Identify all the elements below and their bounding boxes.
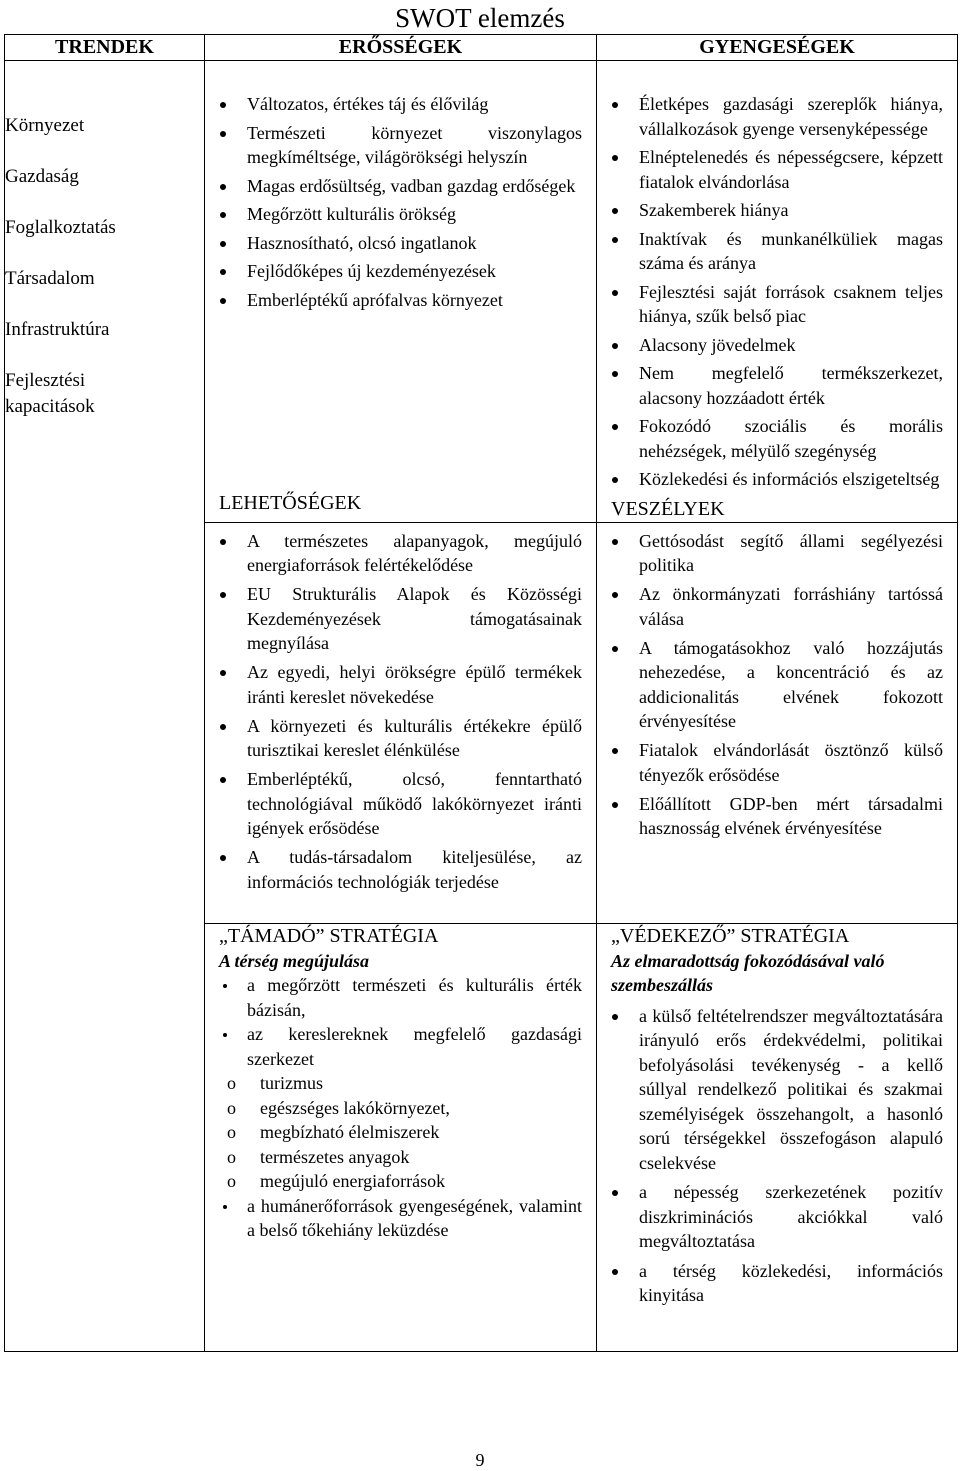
list-item: Emberléptékű, olcsó, fenntartható technológiával működő lakókörnyezet iránti igények erősödése — [205, 767, 596, 841]
list-item: Az önkormányzati forráshiány tartóssá válása — [597, 582, 957, 631]
list-item: Közlekedési és információs elszigeteltség — [597, 467, 957, 492]
document-title: SWOT elemzés — [395, 3, 565, 33]
list-item: a külső feltételrendszer megváltoztatására irányuló erős érdekvédelmi, politikai befolyásolási tevékenység - a kellő súllyal rendelkező politikai és szakmai személyiségek összehangolt, a hasonló sorú térségekkel összefogáson alapuló cselekvése — [597, 1004, 957, 1176]
list-item: EU Strukturális Alapok és Közösségi Kezdeményezések támogatásainak megnyílása — [205, 582, 596, 656]
defense-strategy-title: „VÉDEKEZŐ” STRATÉGIA — [611, 924, 850, 947]
trend-item: Fejlesztési kapacitások — [5, 370, 95, 417]
list-item: a népesség szerkezetének pozitív diszkriminációs akciókkal való megváltoztatása — [597, 1180, 957, 1254]
list-item: A támogatásokhoz való hozzájutás nehezedése, a koncentráció és az addicionalitás elvének fokozott érvényesítése — [597, 636, 957, 734]
list-item: o természetes anyagok — [205, 1145, 596, 1170]
list-item: Elnéptelenedés és népességcsere, képzett fiatalok elvándorlása — [597, 145, 957, 194]
threats-cell — [597, 522, 958, 923]
list-item: Hasznosítható, olcsó ingatlanok — [205, 231, 596, 256]
list-item: Fejlesztési saját források csaknem teljes hiánya, szűk belső piac — [597, 280, 957, 329]
opportunities-title: LEHETŐSÉGEK — [219, 492, 362, 514]
list-item: Természeti környezet viszonylagos megkíméltsége, világörökségi helyszín — [205, 121, 596, 170]
header-weaknesses: GYENGESÉGEK — [597, 35, 958, 61]
attack-strategy-list — [205, 973, 596, 1071]
list-item: Változatos, értékes táj és élővilág — [205, 92, 596, 117]
list-item: Megőrzött kulturális örökség — [205, 202, 596, 227]
weaknesses-cell — [597, 61, 958, 523]
list-item: Nem megfelelő termékszerkezet, alacsony hozzáadott érték — [597, 361, 957, 410]
list-item: o megbízható élelmiszerek — [205, 1120, 596, 1145]
list-item: az kereslereknek megfelelő gazdasági szerkezet — [205, 1022, 596, 1071]
strengths-cell — [205, 61, 597, 523]
defense-strategy-list — [597, 998, 957, 1308]
attack-strategy-title: „TÁMADÓ” STRATÉGIA — [219, 924, 439, 947]
list-item: A környezeti és kulturális értékekre épülő turisztikai kereslet élénkülése — [205, 714, 596, 763]
list-item: Gettósodást segítő állami segélyezési politika — [597, 529, 957, 578]
list-item: Magas erdősültség, vadban gazdag erdőségek — [205, 174, 596, 199]
list-item: Szakemberek hiánya — [597, 198, 957, 223]
list-item: Alacsony jövedelmek — [597, 333, 957, 358]
trend-item: Gazdaság — [5, 166, 79, 187]
list-item: Fejlődőképes új kezdeményezések — [205, 259, 596, 284]
threats-title: VESZÉLYEK — [611, 497, 725, 520]
header-row — [5, 35, 958, 61]
swot-table — [4, 34, 958, 1352]
list-item: A természetes alapanyagok, megújuló energiaforrások felértékelődése — [205, 529, 596, 578]
trend-item: Foglalkoztatás — [5, 217, 116, 238]
trend-item: Társadalom — [5, 268, 95, 289]
defense-strategy-cell — [597, 923, 958, 1351]
list-item: Előállított GDP-ben mért társadalmi hasznosság elvének érvényesítése — [597, 792, 957, 841]
opportunities-cell — [205, 522, 597, 923]
list-item: o turizmus — [205, 1071, 596, 1096]
weaknesses-list — [597, 61, 957, 492]
defense-strategy-subtitle: Az elmaradottság fokozódásával való szembeszállás — [611, 950, 885, 995]
trend-item: Környezet — [5, 115, 85, 136]
header-strengths: ERŐSSÉGEK — [205, 35, 597, 61]
trends-cell — [5, 61, 205, 1352]
strengths-list — [205, 61, 596, 312]
threats-list — [597, 523, 957, 841]
list-item: Életképes gazdasági szereplők hiánya, vállalkozások gyenge versenyképessége — [597, 92, 957, 141]
list-item: A tudás-társadalom kiteljesülése, az információs technológiák terjedése — [205, 845, 596, 894]
list-item: a megőrzött természeti és kulturális érték bázisán, — [205, 973, 596, 1022]
page-number: 9 — [475, 1450, 485, 1470]
list-item: Emberléptékű aprófalvas környezet — [205, 288, 596, 313]
list-item: o megújuló energiaforrások — [205, 1169, 596, 1194]
list-item: a humánerőforrások gyengeségének, valamint a belső tőkehiány leküzdése — [205, 1194, 596, 1243]
trend-item: Infrastruktúra — [5, 319, 110, 340]
attack-strategy-list-2 — [205, 1194, 596, 1243]
attack-strategy-subtitle: A térség megújulása — [219, 950, 370, 971]
list-item: o egészséges lakókörnyezet, — [205, 1096, 596, 1121]
list-item: Fokozódó szociális és morális nehézségek, mélyülő szegénység — [597, 414, 957, 463]
opportunities-list — [205, 523, 596, 895]
attack-strategy-cell — [205, 923, 597, 1351]
header-trends: TRENDEK — [5, 35, 205, 61]
attack-substrategy-list — [205, 1071, 596, 1194]
list-item: Az egyedi, helyi örökségre épülő termékek iránti kereslet növekedése — [205, 660, 596, 709]
main-row — [5, 61, 958, 523]
list-item: Inaktívak és munkanélküliek magas száma és aránya — [597, 227, 957, 276]
list-item: Fiatalok elvándorlását ösztönző külső tényezők erősödése — [597, 738, 957, 787]
list-item: a térség közlekedési, információs kinyitása — [597, 1259, 957, 1308]
